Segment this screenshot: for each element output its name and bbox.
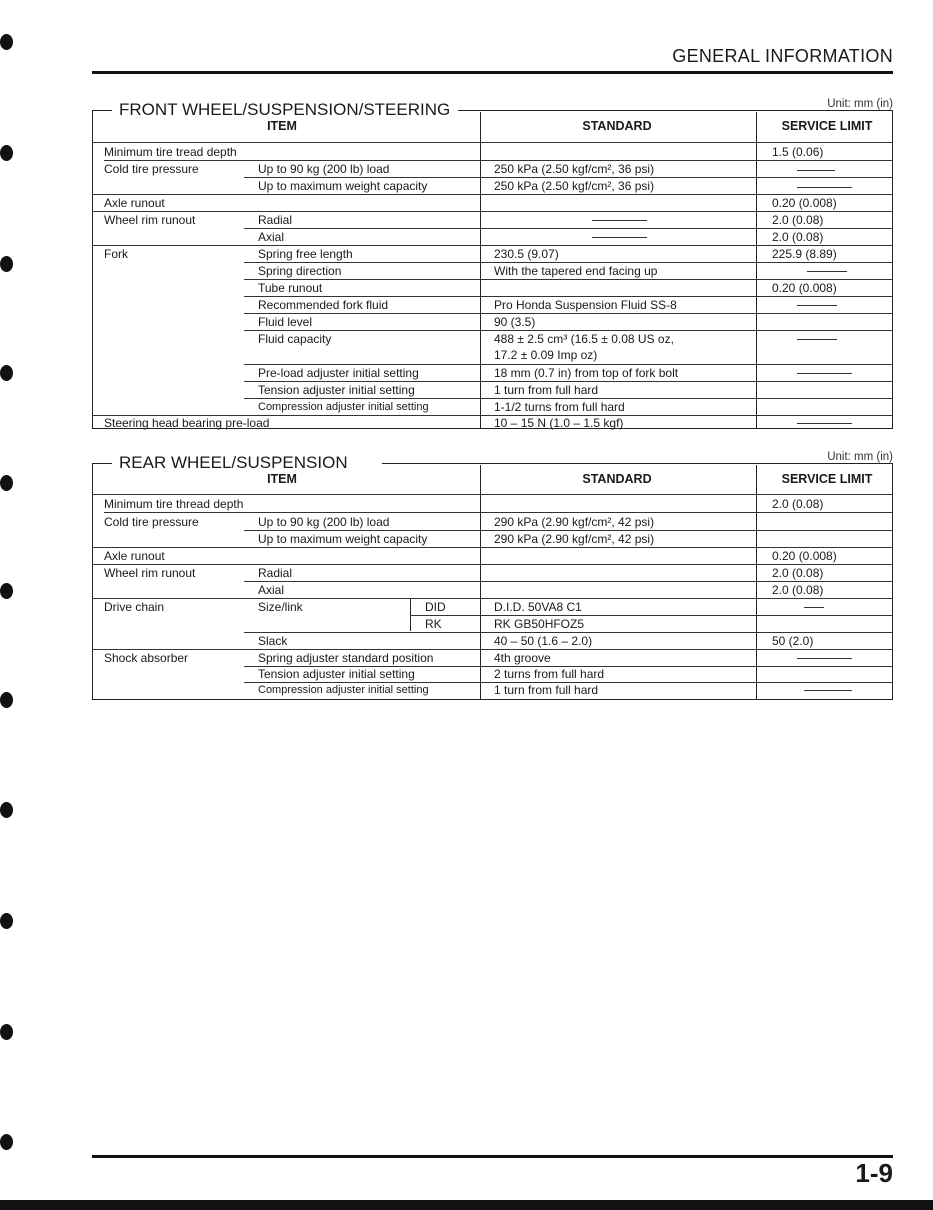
rear-header-limit: SERVICE LIMIT [781,472,873,486]
scan-edge-bar [0,1200,933,1210]
table-row-sub: Compression adjuster initial setting [258,401,429,413]
rear-header-standard: STANDARD [582,472,652,486]
binder-hole [0,1024,13,1040]
table-row-item: Wheel rim runout [104,213,196,227]
front-spec-section [92,100,893,432]
table-row-sub: Tension adjuster initial setting [258,667,415,681]
binder-hole [0,34,13,50]
binder-hole [0,145,13,161]
table-row-limit: 225.9 (8.89) [772,247,837,261]
table-row-standard: 290 kPa (2.90 kgf/cm², 42 psi) [494,532,655,546]
front-section-title: FRONT WHEEL/SUSPENSION/STEERING [119,100,458,120]
table-row-sub: Spring direction [258,264,342,278]
table-row-standard: 10 – 15 N (1.0 – 1.5 kgf) [494,416,624,430]
table-row-sub2: RK [425,617,442,631]
table-row-limit: 2.0 (0.08) [772,497,824,511]
table-row-sub: Tube runout [258,281,323,295]
table-row-standard: 488 ± 2.5 cm³ (16.5 ± 0.08 US oz, [494,332,674,346]
front-unit-label: Unit: mm (in) [827,98,893,110]
front-header-limit: SERVICE LIMIT [781,119,873,133]
table-row-standard: 4th groove [494,651,551,665]
table-row-standard: 90 (3.5) [494,315,536,329]
table-row-standard: 250 kPa (2.50 kgf/cm², 36 psi) [494,162,655,176]
front-header-item: ITEM [267,119,297,133]
table-row-item: Shock absorber [104,651,189,665]
rear-section-title: REAR WHEEL/SUSPENSION [119,453,356,473]
table-row-sub: Up to 90 kg (200 lb) load [258,515,390,529]
front-header-standard: STANDARD [582,119,652,133]
table-row-sub: Compression adjuster initial setting [258,684,429,696]
table-row-standard: 17.2 ± 0.09 Imp oz) [494,348,598,362]
table-row-standard: 18 mm (0.7 in) from top of fork bolt [494,366,679,380]
page-section-title: GENERAL INFORMATION [672,46,893,66]
table-row-item: Axle runout [104,196,165,210]
table-row-sub: Radial [258,213,293,227]
page-number: 1-9 [855,1158,893,1188]
table-row-limit: 2.0 (0.08) [772,213,824,227]
table-row-standard: RK GB50HFOZ5 [494,617,585,631]
table-row-item: Minimum tire thread depth [104,497,244,511]
table-row-sub: Axial [258,583,285,597]
table-row-standard: 40 – 50 (1.6 – 2.0) [494,634,593,648]
table-row-standard: Pro Honda Suspension Fluid SS-8 [494,298,677,312]
table-row-sub: Size/link [258,600,303,614]
table-row-item: Cold tire pressure [104,162,199,176]
table-row-sub: Spring free length [258,247,353,261]
table-row-sub: Pre-load adjuster initial setting [258,366,419,380]
binder-hole [0,1134,13,1150]
table-row-sub: Up to maximum weight capacity [258,179,428,193]
binder-hole [0,913,13,929]
table-row-item: Minimum tire tread depth [104,145,237,159]
table-row-sub: Fluid capacity [258,332,332,346]
rear-spec-section [92,453,893,701]
table-row-sub: Radial [258,566,293,580]
table-row-standard: 250 kPa (2.50 kgf/cm², 36 psi) [494,179,655,193]
footer-rule [92,1155,893,1158]
table-row-item: Cold tire pressure [104,515,199,529]
table-row-standard: 1 turn from full hard [494,683,599,697]
rear-header-item: ITEM [267,472,297,486]
table-row-limit: 2.0 (0.08) [772,566,824,580]
table-row-item: Fork [104,247,128,261]
header-rule [92,71,893,74]
binder-hole [0,692,13,708]
table-row-sub2: DID [425,600,446,614]
binder-hole [0,802,13,818]
table-row-item: Wheel rim runout [104,566,196,580]
table-row-limit: 0.20 (0.008) [772,549,837,563]
table-row-sub: Fluid level [258,315,313,329]
binder-hole [0,256,13,272]
rear-unit-label: Unit: mm (in) [827,451,893,463]
table-row-limit: 1.5 (0.06) [772,145,824,159]
table-row-standard: With the tapered end facing up [494,264,658,278]
table-row-standard: 1-1/2 turns from full hard [494,400,625,414]
table-row-standard: 1 turn from full hard [494,383,599,397]
binder-hole [0,583,13,599]
binder-hole [0,475,13,491]
table-row-sub: Tension adjuster initial setting [258,383,415,397]
table-row-standard: D.I.D. 50VA8 C1 [494,600,582,614]
table-row-sub: Up to maximum weight capacity [258,532,428,546]
table-row-limit: 2.0 (0.08) [772,230,824,244]
table-row-limit: 2.0 (0.08) [772,583,824,597]
table-row-sub: Up to 90 kg (200 lb) load [258,162,390,176]
table-row-sub: Slack [258,634,288,648]
table-row-sub: Spring adjuster standard position [258,651,434,665]
table-row-standard: 230.5 (9.07) [494,247,559,261]
table-row-standard: 290 kPa (2.90 kgf/cm², 42 psi) [494,515,655,529]
table-row-sub: Recommended fork fluid [258,298,389,312]
table-row-item: Steering head bearing pre-load [104,416,270,430]
table-row-limit: 0.20 (0.008) [772,281,837,295]
table-row-limit: 0.20 (0.008) [772,196,837,210]
table-row-limit: 50 (2.0) [772,634,814,648]
table-row-item: Drive chain [104,600,165,614]
table-row-item: Axle runout [104,549,165,563]
table-row-sub: Axial [258,230,285,244]
binder-hole [0,365,13,381]
table-row-standard: 2 turns from full hard [494,667,605,681]
